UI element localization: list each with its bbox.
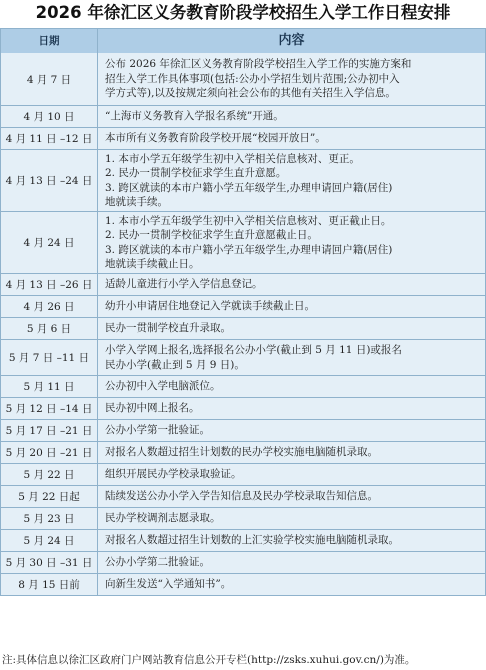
table-row: [1, 273, 485, 295]
row-date: 4 月 7 日: [1, 53, 98, 105]
content-line: 小学入学网上报名,选择报名公办小学(截止到 5 月 11 日)或报名: [105, 344, 402, 356]
row-content: [98, 530, 485, 551]
header-content: 内容: [278, 33, 305, 48]
row-date: 4 月 13 日 –26 日: [1, 274, 98, 295]
table-row: [1, 485, 485, 507]
table-row: [1, 551, 485, 573]
row-date: 5 月 24 日: [1, 530, 98, 551]
row-content: [98, 486, 485, 507]
table-row: [1, 339, 485, 375]
row-content: [98, 212, 485, 273]
row-content: [98, 508, 485, 529]
row-content: [98, 128, 485, 149]
row-content: [98, 464, 485, 485]
content-line: 2. 民办一贯制学校征求学生直升意愿。: [105, 167, 287, 180]
content-line: “上海市义务教育入学报名系统”开通。: [105, 110, 284, 123]
row-content: [98, 376, 485, 397]
content-line: 民办学校调剂志愿录取。: [105, 512, 221, 525]
content-line: 公布 2026 年徐汇区义务教育阶段学校招生入学工作的实施方案和: [105, 58, 412, 71]
content-line: 地就读手续截止日。: [105, 257, 200, 270]
row-date: 4 月 10 日: [1, 106, 98, 127]
row-content: [98, 442, 485, 463]
row-content: [98, 150, 485, 211]
table-row: [1, 127, 485, 149]
table-row: [1, 397, 485, 419]
content-line: 公办初中入学电脑派位。: [105, 380, 221, 393]
row-date: 5 月 7 日 –11 日: [1, 340, 98, 375]
content-line: 1. 本市小学五年级学生初中入学相关信息核对、更正截止日。: [105, 215, 392, 227]
row-date: 5 月 20 日 –21 日: [1, 442, 98, 463]
content-line: 1. 本市小学五年级学生初中入学相关信息核对、更正。: [105, 153, 360, 165]
table-row: [1, 53, 485, 105]
content-line: 民办小学(截止到 5 月 9 日)。: [105, 358, 245, 371]
table-row: [1, 463, 485, 485]
row-date: 5 月 11 日: [1, 376, 98, 397]
row-date: 4 月 13 日 –24 日: [1, 150, 98, 211]
content-line: 对报名人数超过招生计划数的上汇实验学校实施电脑随机录取。: [105, 534, 399, 547]
page-title: 2026 年徐汇区义务教育阶段学校招生入学工作日程安排: [35, 3, 451, 22]
row-content: [98, 318, 485, 339]
header-date: 日期: [1, 29, 98, 53]
table-row: [1, 507, 485, 529]
content-line: 向新生发送“入学通知书”。: [105, 578, 232, 591]
row-content: [98, 340, 485, 375]
table-row: [1, 441, 485, 463]
row-content: [98, 574, 485, 595]
table-row: [1, 105, 485, 127]
row-date: 4 月 24 日: [1, 212, 98, 273]
row-date: 5 月 17 日 –21 日: [1, 420, 98, 441]
content-line: 幼升小申请居住地登记入学就读手续截止日。: [105, 300, 315, 313]
row-content: [98, 552, 485, 573]
row-date: 5 月 23 日: [1, 508, 98, 529]
content-line: 陆续发送公办小学入学告知信息及民办学校录取告知信息。: [105, 490, 378, 503]
row-date: 5 月 22 日: [1, 464, 98, 485]
content-line: 民办一贯制学校直升录取。: [105, 322, 231, 335]
content-line: 3. 跨区就读的本市户籍小学五年级学生,办理申请回户籍(居住): [105, 181, 393, 194]
row-content: [98, 106, 485, 127]
row-date: 4 月 26 日: [1, 296, 98, 317]
row-date: 5 月 12 日 –14 日: [1, 398, 98, 419]
row-content: [98, 53, 485, 105]
content-line: 招生入学工作具体事项(包括:公办小学招生划片范围;公办初中入: [105, 72, 400, 85]
table-row: [1, 375, 485, 397]
content-line: 地就读手续。: [105, 195, 168, 208]
table-row: [1, 211, 485, 273]
table-row: [1, 529, 485, 551]
table-row: [1, 295, 485, 317]
content-line: 公办小学第二批验证。: [105, 556, 210, 569]
row-date: 5 月 6 日: [1, 318, 98, 339]
row-content: [98, 420, 485, 441]
table-row: [1, 149, 485, 211]
content-line: 3. 跨区就读的本市户籍小学五年级学生,办理申请回户籍(居住): [105, 243, 393, 256]
content-line: 组织开展民办学校录取验证。: [105, 468, 242, 481]
footnote: 注:具体信息以徐汇区政府门户网站教育信息公开专栏(http://zsks.xuhui.gov.cn/)为准。: [2, 654, 416, 666]
table-row: [1, 317, 485, 339]
content-line: 2. 民办一贯制学校征求学生直升意愿截止日。: [105, 229, 318, 242]
content-line: 学方式等),以及按规定须向社会公布的其他有关招生入学信息。: [105, 87, 396, 100]
row-content: [98, 274, 485, 295]
row-date: 5 月 30 日 –31 日: [1, 552, 98, 573]
row-date: 5 月 22 日起: [1, 486, 98, 507]
content-line: 适龄儿童进行小学入学信息登记。: [105, 278, 263, 291]
content-line: 本市所有义务教育阶段学校开展“校园开放日”。: [105, 132, 326, 145]
table-body: [1, 53, 485, 595]
table-row: [1, 419, 485, 441]
schedule-table: [0, 28, 486, 596]
content-line: 民办初中网上报名。: [105, 402, 200, 415]
row-content: [98, 296, 485, 317]
table-row: [1, 573, 485, 595]
content-line: 对报名人数超过招生计划数的民办学校实施电脑随机录取。: [105, 446, 378, 459]
content-line: 公办小学第一批验证。: [105, 424, 210, 437]
row-date: 4 月 11 日 –12 日: [1, 128, 98, 149]
row-date: 8 月 15 日前: [1, 574, 98, 595]
table-header-row: [1, 29, 485, 53]
row-content: [98, 398, 485, 419]
